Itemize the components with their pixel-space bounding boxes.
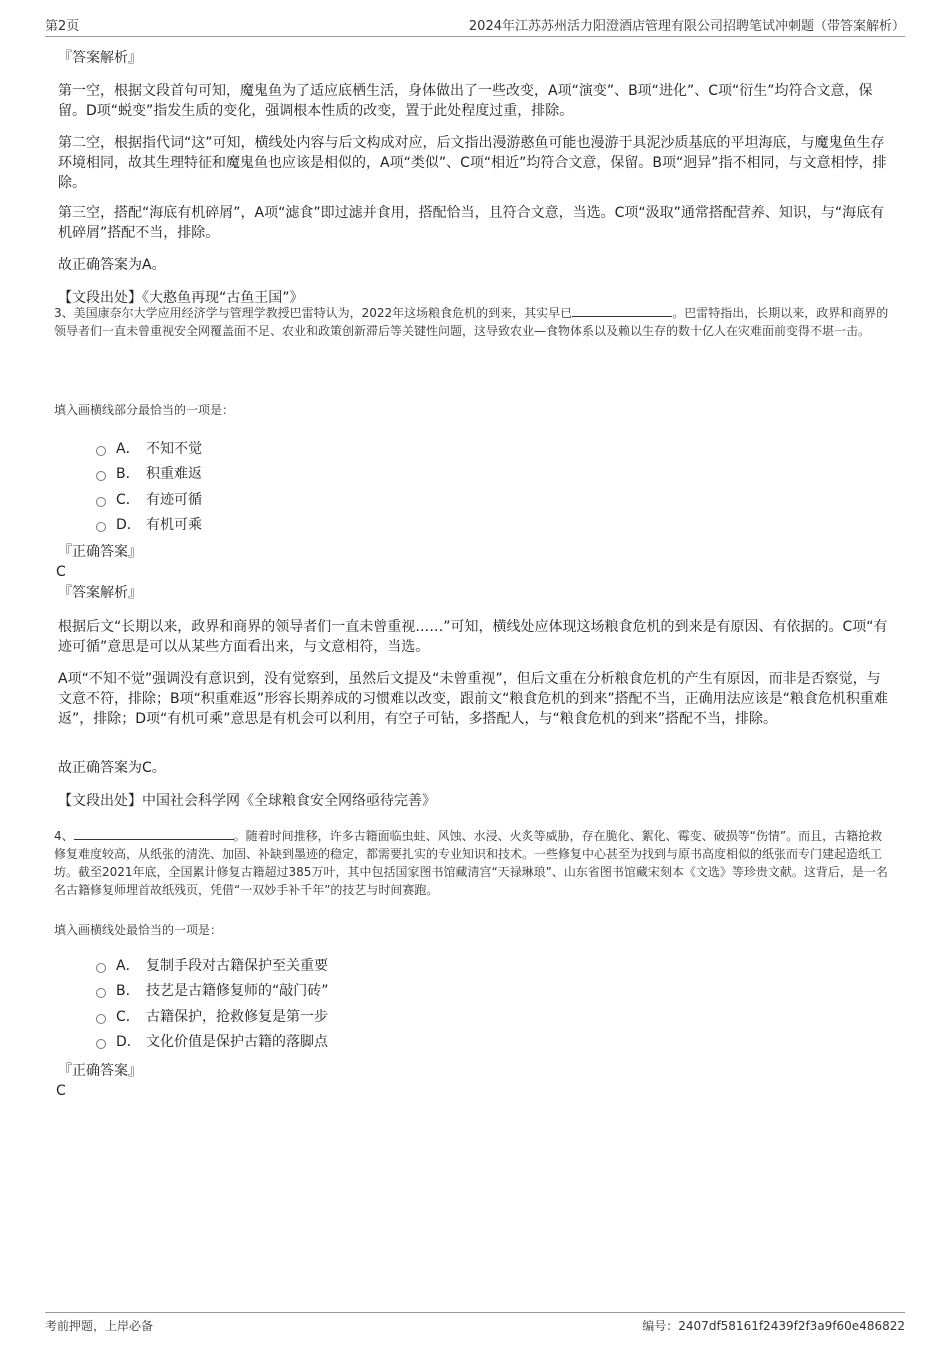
q3-analysis-label: 『答案解析』 — [58, 585, 142, 601]
q3-analysis-p1: 根据后文“长期以来，政界和商界的领导者们一直未曾重视……”可知，横线处应体现这场粮食危机的到来是有原因、有依据的。C项“有迹可循”意思是可以从某些方面看出来，与文意相符，当选。 — [58, 619, 888, 655]
q3-options — [96, 435, 202, 537]
q4-stem — [54, 827, 890, 899]
option-letter: D． — [116, 517, 141, 534]
q3-analysis-p2: A项“不知不觉”强调没有意识到，没有觉察到，虽然后文提及“未曾重视”，但后文重在分析粮食危机的产生有原因，而非是否察觉，与文意不符，排除；B项“积重难返”形容长期养成的习惯难以改变，跟前文“粮食危机的到来”搭配不当，正确用法应该是“粮食危机积重难返”，排除；D项“有机可乘”意思是有机会可以利用，有空子可钻，多搭配人，与“粮食危机的到来”搭配不当，排除。 — [58, 671, 888, 727]
option-letter: B． — [116, 466, 140, 483]
option-letter: A． — [116, 440, 140, 457]
q2-conclusion: 故正确答案为A。 — [58, 257, 166, 273]
option-text: 有迹可循 — [146, 491, 202, 508]
page-header — [45, 14, 905, 37]
q4-answer-label: 『正确答案』 — [58, 1063, 142, 1079]
q3-option-a[interactable] — [96, 435, 202, 461]
option-text: 技艺是古籍修复师的“敲门砖” — [146, 983, 329, 1000]
option-text: 复制手段对古籍保护至关重要 — [146, 957, 328, 974]
q2-analysis-p3: 第三空，搭配“海底有机碎屑”，A项“滤食”即过滤并食用，搭配恰当，且符合文意，当选。C项“汲取”通常搭配营养、知识，与“海底有机碎屑”搭配不当，排除。 — [58, 205, 885, 241]
radio-icon[interactable] — [96, 963, 106, 973]
page-footer — [45, 1312, 905, 1335]
q3-conclusion: 故正确答案为C。 — [58, 760, 166, 776]
q2-analysis-p1: 第一空，根据文段首句可知，魔鬼鱼为了适应底栖生活，身体做出了一些改变，A项“演变”、B项“进化”、C项“衍生”均符合文意，保留。D项“蜕变”指发生质的变化，强调根本性质的改变，置于此处程度过重，排除。 — [58, 83, 873, 119]
option-letter: D． — [116, 1034, 141, 1051]
document-id: 编号：2407df58161f2439f2f3a9f60e486822 — [642, 1318, 905, 1333]
radio-icon[interactable] — [96, 446, 106, 456]
q3-answer: C — [56, 564, 66, 580]
q3-blank — [572, 304, 672, 317]
radio-icon[interactable] — [96, 471, 106, 481]
option-text: 文化价值是保护古籍的落脚点 — [146, 1034, 328, 1051]
radio-icon[interactable] — [96, 497, 106, 507]
radio-icon[interactable] — [96, 988, 106, 998]
q3-stem — [54, 304, 890, 340]
q4-option-a[interactable] — [96, 952, 329, 978]
q2-source: 【文段出处】《大憨鱼再现“古鱼王国”》 — [58, 290, 304, 306]
option-letter: C． — [116, 491, 140, 508]
q4-number: 4、 — [54, 829, 74, 843]
q3-stem-before: 3、美国康奈尔大学应用经济学与管理学教授巴雷特认为，2022年这场粮食危机的到来，其实早已 — [54, 306, 573, 320]
q2-analysis-p2: 第二空，根据指代词“这”可知，横线处内容与后文构成对应，后文指出漫游憨鱼可能也漫游于具泥沙质基底的平坦海底，与魔鬼鱼生存环境相同，故其生理特征和魔鬼鱼也应该是相似的，A项“类似”、C项“相近”均符合文意，保留。B项“迥异”指不相同，与文意相悖，排除。 — [58, 135, 887, 191]
radio-icon[interactable] — [96, 522, 106, 532]
option-text: 积重难返 — [146, 466, 202, 483]
option-letter: B． — [116, 983, 140, 1000]
option-letter: A． — [116, 957, 140, 974]
option-text: 古籍保护，抢救修复是第一步 — [146, 1008, 328, 1025]
q4-stem-after: 。随着时间推移，许多古籍面临虫蛀、风蚀、水浸、火炙等威胁，存在脆化、絮化、霉变、破损等“伤情”。而且，古籍抢救修复难度较高，从纸张的清洗、加固、补缺到墨迹的稳定，都需要扎实的专业知识和技术。一些修复中心甚至为找到与原书高度相似的纸张而专门建起造纸工坊。截至2021年底，全国累计修复古籍超过385万叶，其中包括国家图书馆藏清宫“天禄琳琅”、山东省图书馆藏宋刻本《文选》等珍贵文献。这背后，是一名名古籍修复师埋首故纸残页，凭借“一双妙手补千年”的技艺与时间赛跑。 — [54, 829, 888, 897]
q4-prompt: 填入画横线处最恰当的一项是： — [54, 923, 223, 937]
q2-analysis-label: 『答案解析』 — [58, 50, 142, 66]
q3-option-d[interactable] — [96, 512, 202, 538]
q4-option-b[interactable] — [96, 978, 329, 1004]
q3-option-b[interactable] — [96, 461, 202, 487]
q4-option-d[interactable] — [96, 1029, 329, 1055]
radio-icon[interactable] — [96, 1014, 106, 1024]
option-letter: C． — [116, 1008, 140, 1025]
document-title: 2024年江苏苏州活力阳澄酒店管理有限公司招聘笔试冲刺题（带答案解析） — [468, 19, 905, 34]
q4-option-c[interactable] — [96, 1003, 329, 1029]
q4-options — [96, 952, 329, 1054]
q3-source: 【文段出处】中国社会科学网《全球粮食安全网络亟待完善》 — [58, 793, 436, 809]
page-number: 第2页 — [45, 19, 80, 34]
q4-blank — [74, 827, 234, 840]
footer-slogan: 考前押题，上岸必备 — [45, 1318, 154, 1333]
q3-answer-label: 『正确答案』 — [58, 544, 142, 560]
q3-prompt: 填入画横线部分最恰当的一项是： — [54, 403, 235, 417]
option-text: 有机可乘 — [146, 517, 202, 534]
option-text: 不知不觉 — [146, 440, 202, 457]
radio-icon[interactable] — [96, 1039, 106, 1049]
q4-answer: C — [56, 1083, 66, 1099]
q3-option-c[interactable] — [96, 486, 202, 512]
q3-stem-after: 。巴雷特指出，长期以来，政界和商界的领导者们一直未曾重视安全网覆盖面不足、农业和政策创新滞后等关键性问题，这导致农业—食物体系以及赖以生存的数十亿人在灾难面前变得不堪一击。 — [54, 306, 889, 338]
